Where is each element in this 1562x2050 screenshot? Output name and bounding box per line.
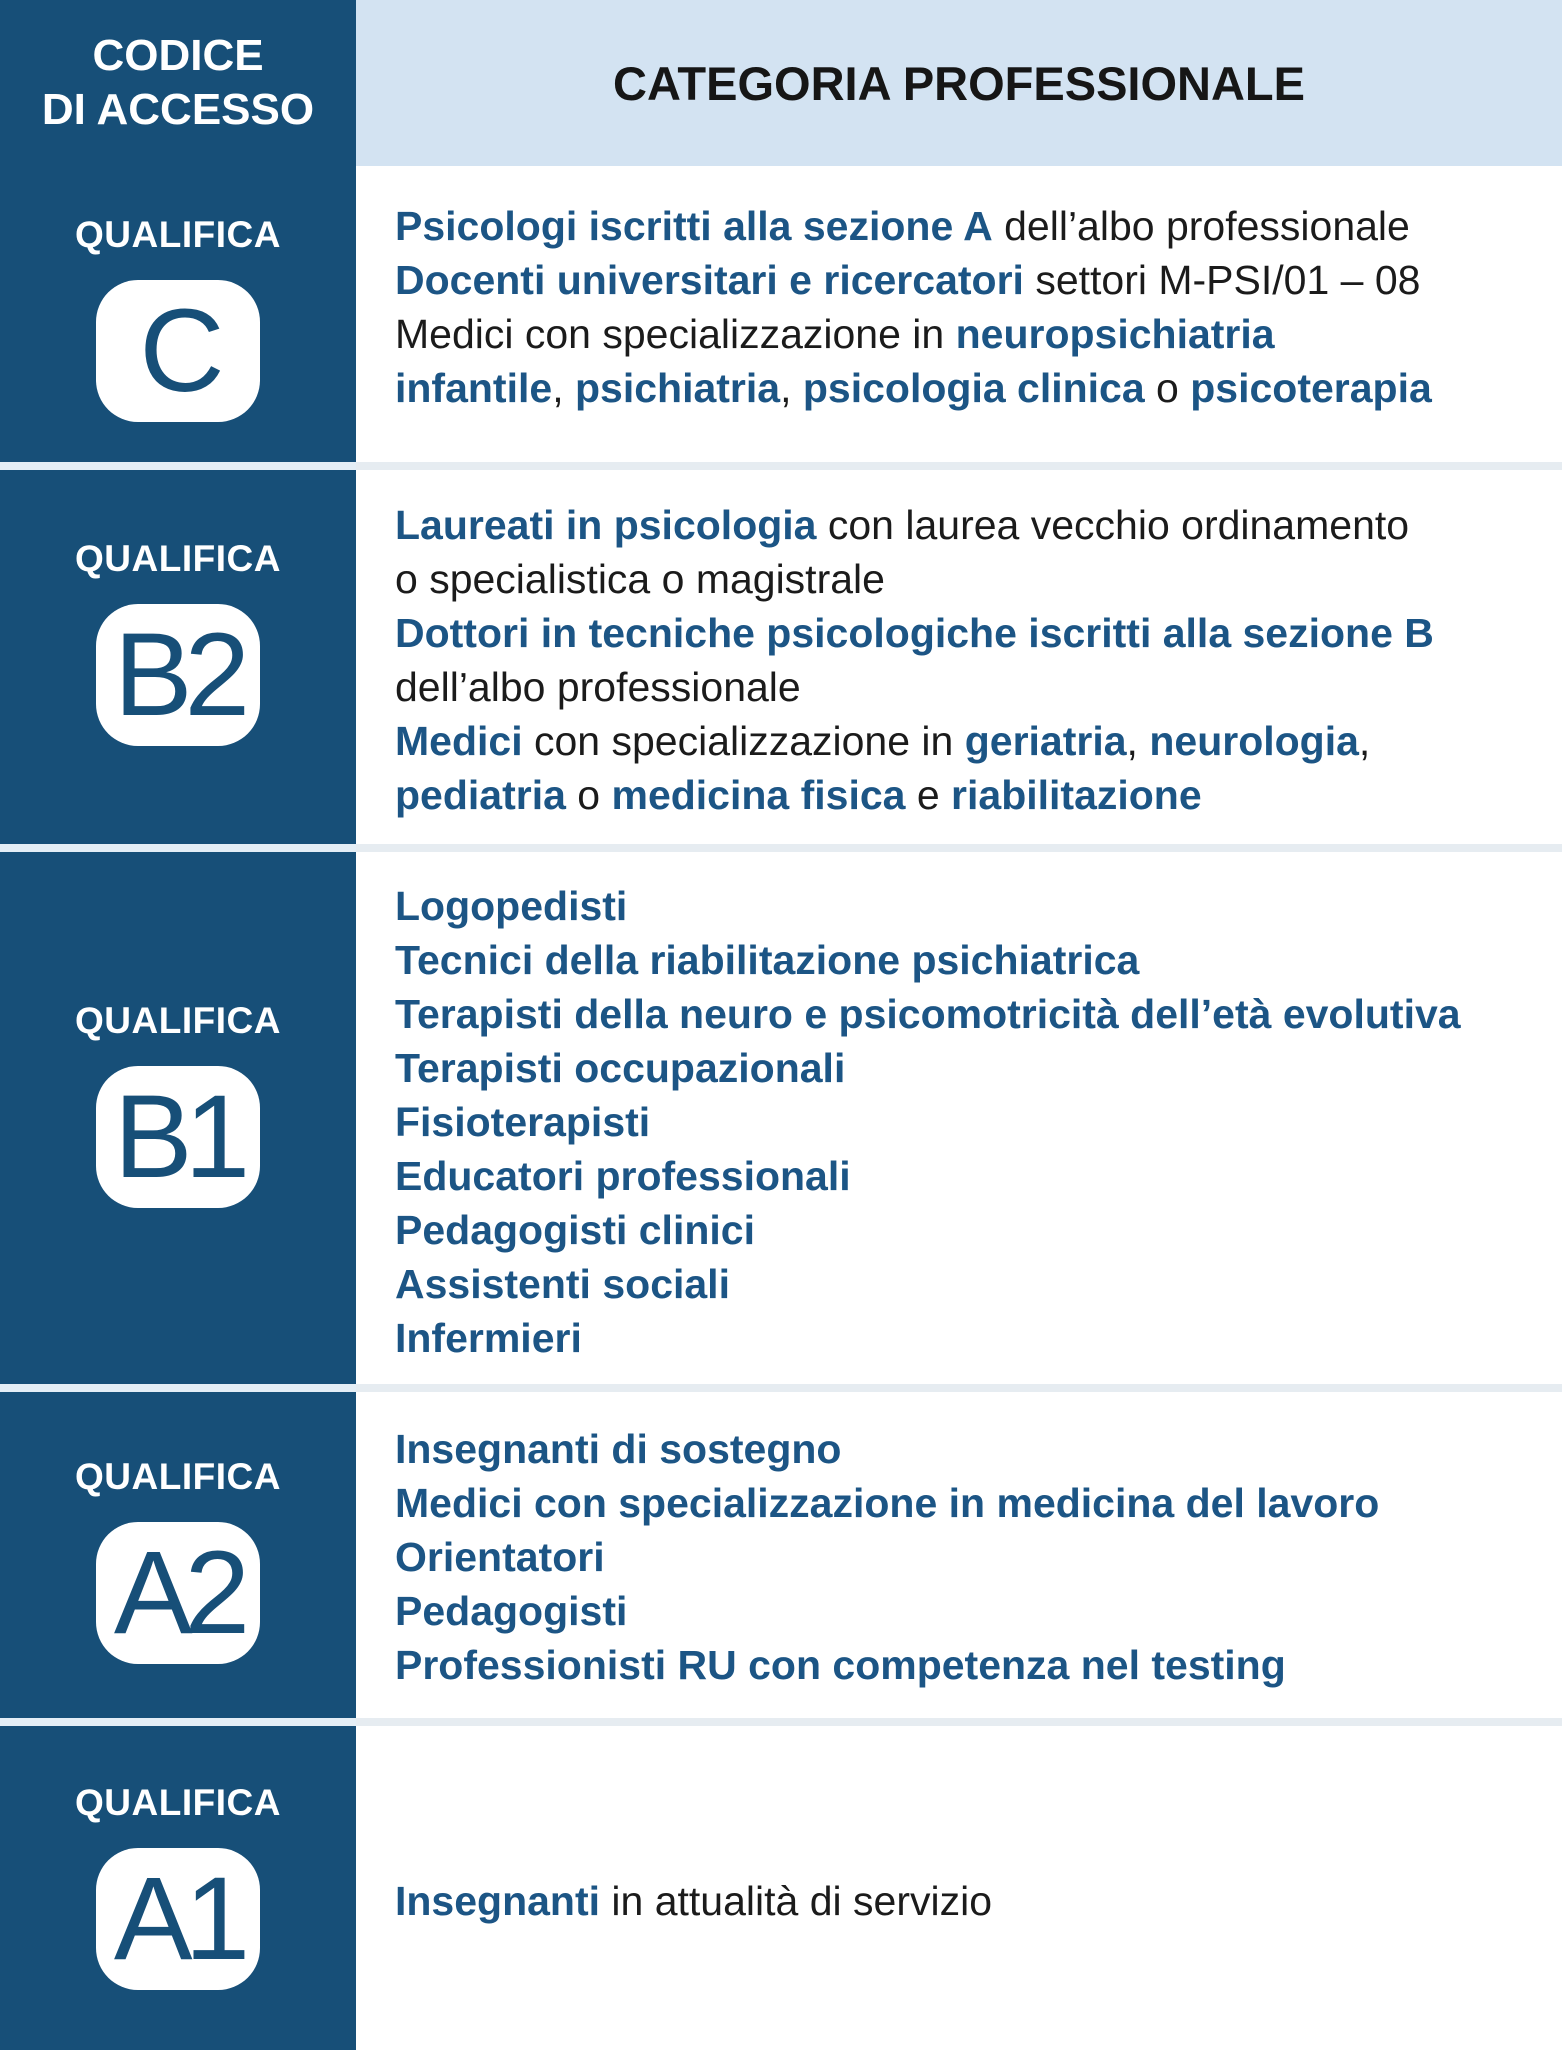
header-code-label-line1: CODICE [92,31,264,80]
category-line [395,199,1562,253]
category-line [395,1257,1562,1311]
qualifica-code-badge: A1 [96,1848,260,1990]
category-highlight-text: Infermieri [395,1315,582,1361]
header-code-label-line2: DI ACCESSO [41,85,315,134]
category-text: o [565,772,612,818]
category-highlight-text: Insegnanti [395,1878,601,1924]
category-highlight-text: neuropsichiatria [955,311,1275,357]
qualifica-label: QUALIFICA [75,214,281,255]
category-text: , [780,365,803,411]
category-line [395,552,1562,606]
category-highlight-text: Professionisti RU con competenza nel testing [395,1642,1286,1688]
category-line [395,1638,1562,1692]
category-text: , [552,365,575,411]
qualifica-label: QUALIFICA [75,1000,281,1041]
category-highlight-text: Logopedisti [395,883,628,929]
category-highlight-text: Assistenti sociali [395,1261,730,1307]
category-line [395,1041,1562,1095]
category-text: con laurea vecchio ordinamento [816,502,1410,548]
category-text: dell’albo professionale [992,203,1410,249]
category-text: con specializzazione in [522,718,965,764]
category-highlight-text: Fisioterapisti [395,1099,651,1145]
qualifica-label: QUALIFICA [75,1456,281,1497]
category-text: e [905,772,952,818]
header-category-cell [356,0,1562,166]
category-line [395,1311,1562,1365]
category-highlight-text: medicina fisica [611,772,906,818]
category-line [395,307,1562,361]
category-text: in attualità di servizio [600,1878,992,1924]
qualifica-a2-cell [0,1392,356,1726]
category-text: o [1144,365,1191,411]
qualifica-a1-cell [0,1726,356,2050]
category-highlight-text: Docenti universitari e ricercatori [395,257,1024,303]
category-highlight-text: Terapisti occupazionali [395,1045,846,1091]
qualifica-code-badge: A2 [96,1522,260,1664]
category-highlight-text: Medici con specializzazione in medicina del lavoro [395,1480,1380,1526]
category-b1-cell [356,852,1562,1392]
category-line [395,714,1562,768]
category-line [395,768,1562,822]
category-line [395,1530,1562,1584]
category-text: settori M-PSI/01 – 08 [1023,257,1421,303]
category-highlight-text: neurologia [1149,718,1359,764]
category-highlight-text: psicoterapia [1190,365,1432,411]
category-a2-cell [356,1392,1562,1726]
qualifica-label: QUALIFICA [75,1782,281,1823]
category-highlight-text: Orientatori [395,1534,605,1580]
category-line [395,606,1562,660]
category-highlight-text: Pedagogisti clinici [395,1207,755,1253]
category-c-cell [356,166,1562,470]
category-highlight-text: psicologia clinica [802,365,1145,411]
category-highlight-text: pediatria [395,772,566,818]
category-line [395,1203,1562,1257]
category-highlight-text: Pedagogisti [395,1588,628,1634]
category-highlight-text: Psicologi iscritti alla sezione A [395,203,993,249]
header-category-label: CATEGORIA PROFESSIONALE [613,56,1305,110]
category-line [395,933,1562,987]
category-line [395,660,1562,714]
category-line [395,1476,1562,1530]
category-line [395,987,1562,1041]
category-text: , [1126,718,1150,764]
category-line [395,1422,1562,1476]
category-highlight-text: Medici [395,718,523,764]
qualifica-c-cell [0,166,356,470]
qualifica-label: QUALIFICA [75,538,281,579]
category-text: , [1358,718,1371,764]
category-highlight-text: geriatria [964,718,1127,764]
header-code-cell [0,0,356,166]
qualifica-b2-cell [0,470,356,852]
category-highlight-text: Terapisti della neuro e psicomotricità dell’età evolutiva [395,991,1461,1037]
category-line [395,253,1562,307]
category-line [395,498,1562,552]
category-highlight-text: infantile [395,365,553,411]
category-highlight-text: Insegnanti di sostegno [395,1426,842,1472]
category-text: Medici con specializzazione in [395,311,956,357]
category-highlight-text: psichiatria [574,365,781,411]
category-line [395,879,1562,933]
category-text: dell’albo professionale [395,664,801,710]
category-highlight-text: riabilitazione [951,772,1202,818]
qualifica-code-badge: B2 [96,604,260,746]
category-line [395,1149,1562,1203]
category-line [395,1874,1562,1928]
qualifica-code-badge: B1 [96,1066,260,1208]
category-highlight-text: Educatori professionali [395,1153,851,1199]
category-a1-cell [356,1726,1562,2050]
category-b2-cell [356,470,1562,852]
category-line [395,361,1562,415]
qualifica-b1-cell [0,852,356,1392]
category-line [395,1584,1562,1638]
category-highlight-text: Laureati in psicologia [395,502,817,548]
category-text: o specialistica o magistrale [395,556,885,602]
category-highlight-text: Tecnici della riabilitazione psichiatrica [395,937,1140,983]
category-highlight-text: Dottori in tecniche psicologiche iscritti alla sezione B [395,610,1434,656]
qualifica-code-badge: C [96,280,260,422]
category-line [395,1095,1562,1149]
